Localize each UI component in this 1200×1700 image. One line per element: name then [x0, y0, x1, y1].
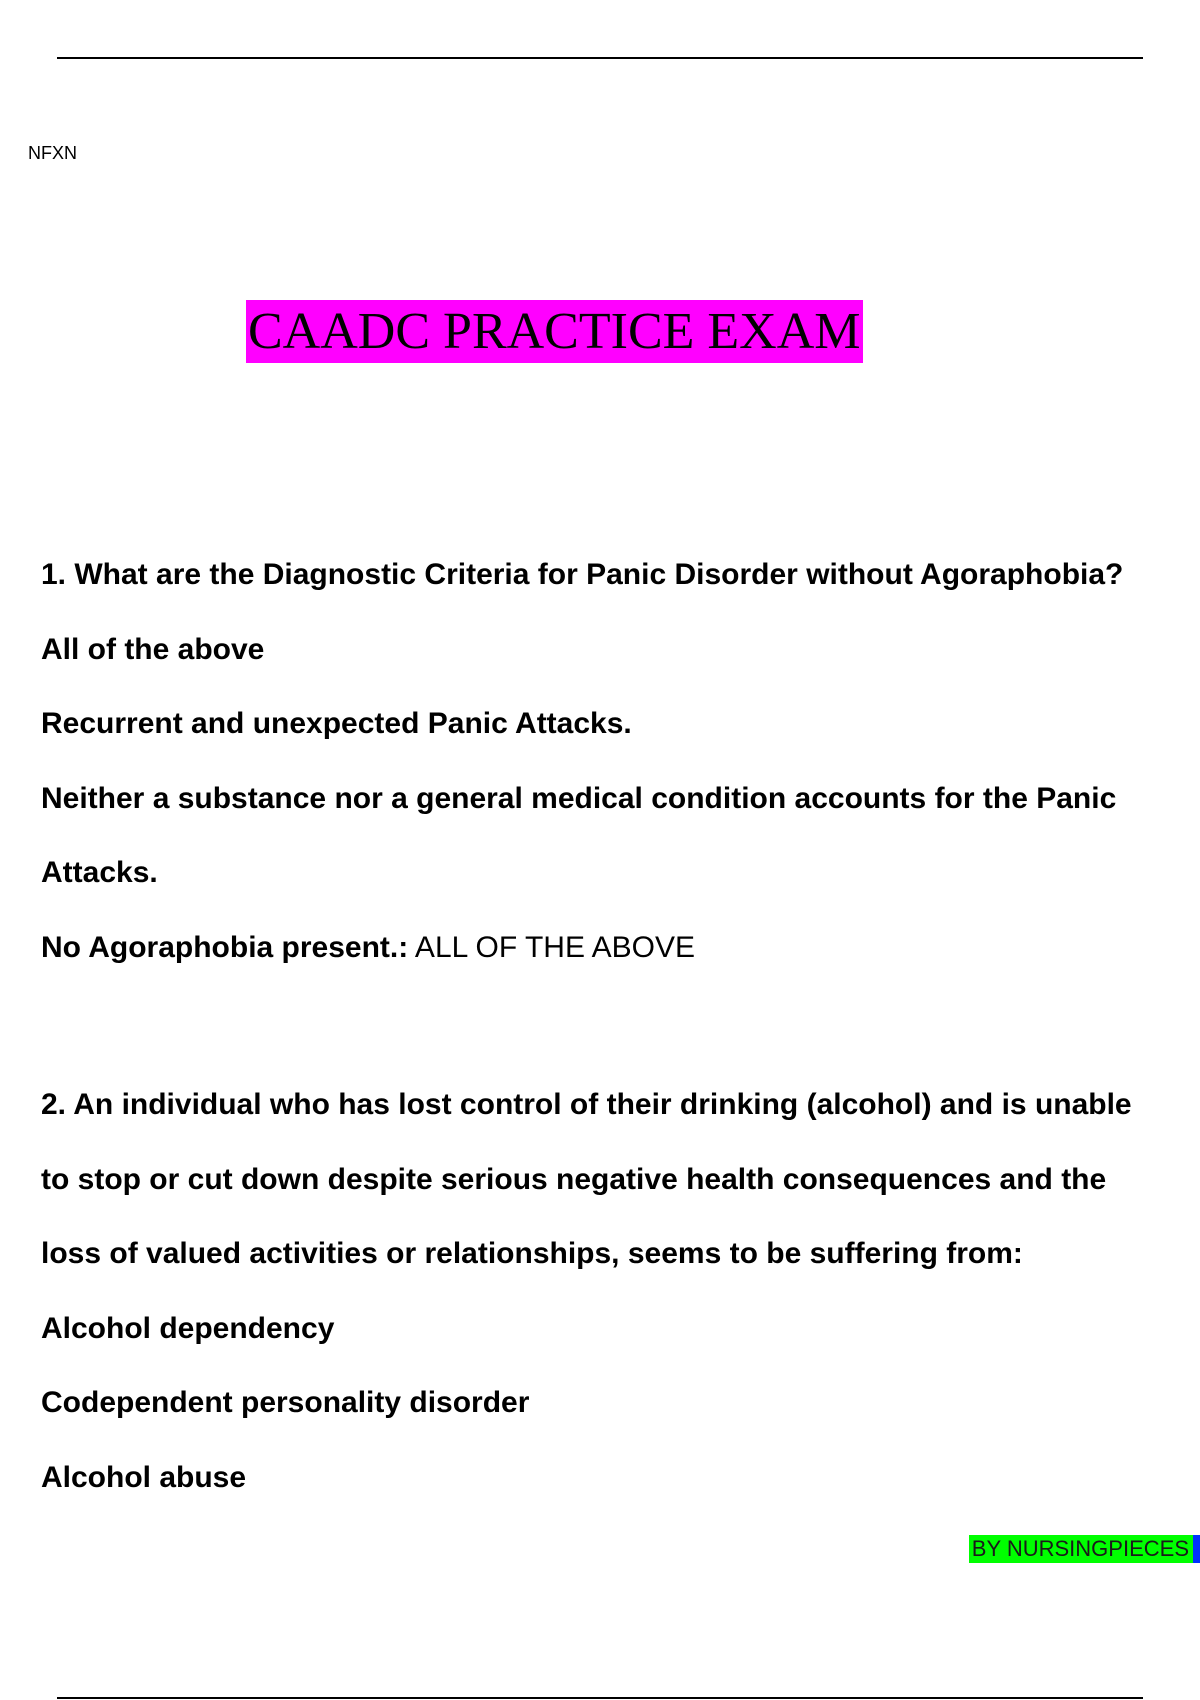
question-2-text: loss of valued activities or relationships, seems to be suffering from:	[41, 1237, 1023, 1270]
bottom-rule	[57, 1697, 1143, 1699]
question-1-option: Neither a substance nor a general medical condition accounts for the Panic	[41, 781, 1117, 815]
question-1-option: No Agoraphobia present.:	[41, 930, 409, 964]
question-1-option: All of the above	[41, 632, 265, 666]
question-2-option: Alcohol abuse	[41, 1460, 247, 1494]
question-2-option: Codependent personality disorder	[41, 1386, 530, 1419]
header-code: NFXN	[28, 143, 77, 163]
question-1-last-option	[41, 911, 1191, 986]
page-title: CAADC PRACTICE EXAM	[246, 300, 863, 363]
question-2-text: to stop or cut down despite serious negative health consequences and the	[41, 1162, 1107, 1196]
question-2-text: 2. An individual who has lost control of their drinking (alcohol) and is unable	[41, 1088, 1132, 1121]
question-1-option-continued: Attacks.	[41, 856, 158, 889]
question-1-text: 1. What are the Diagnostic Criteria for Panic Disorder without Agoraphobia?	[41, 558, 1124, 591]
footer-credit-badge: BY NURSINGPIECES	[969, 1535, 1200, 1563]
question-1-answer: ALL OF THE ABOVE	[408, 930, 696, 964]
question-1-option: Recurrent and unexpected Panic Attacks.	[41, 707, 632, 740]
question-2-option: Alcohol dependency	[41, 1311, 335, 1345]
question-1	[41, 538, 1191, 985]
top-rule	[57, 57, 1143, 59]
question-2	[41, 1068, 1191, 1515]
